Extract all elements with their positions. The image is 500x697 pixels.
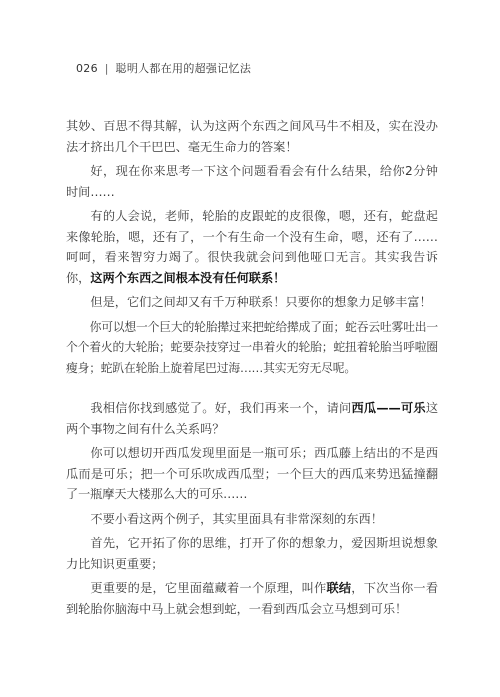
- paragraph: [66, 578, 438, 619]
- paragraph-text: 你可以想切开西瓜发现里面是一瓶可乐；西瓜藤上结出的不是西瓜而是可乐；把一个可乐吹成西瓜型；一个巨大的西瓜来势迅猛撞翻了一瓶摩天大楼那么大的可乐……: [66, 446, 438, 501]
- emphasis-text: 联结: [326, 581, 352, 595]
- paragraph: [66, 443, 438, 505]
- page-body: [66, 116, 438, 623]
- paragraph: [66, 398, 438, 439]
- book-title: 聪明人都在用的超强记忆法: [115, 62, 252, 75]
- paragraph-text: 但是，它们之间却又有千万种联系！只要你的想象力足够丰富！: [90, 295, 432, 309]
- page-header: [76, 60, 251, 76]
- paragraph-text: 这两个事物之间有什么关系吗？: [66, 401, 439, 436]
- page-number: 026: [76, 62, 98, 75]
- paragraph-text: 你可以想一个巨大的轮胎撵过来把蛇给撵成了面；蛇吞云吐雾吐出一个个着火的大轮胎；蛇要杂技穿过一串着火的轮胎；蛇扭着轮胎当呼啦圈瘦身；蛇趴在轮胎上旋着尾巴过海……其实无穷无尽呢。: [66, 319, 438, 375]
- paragraph-text: 其妙、百思不得其解，认为这两个东西之间风马牛不相及，实在没办法才挤出几个干巴巴、毫无生命力的答案！: [66, 119, 438, 154]
- paragraph: [66, 292, 438, 313]
- paragraph: [66, 317, 438, 379]
- paragraph: [66, 161, 438, 202]
- header-separator: |: [104, 62, 109, 75]
- paragraph-text: 首先，它开拓了你的思维，打开了你的想象力，爱因斯坦说想象力比知识更重要；: [66, 536, 438, 571]
- emphasis-text: 西瓜——可乐: [351, 401, 426, 415]
- paragraph: [66, 116, 438, 157]
- paragraph-text: 更重要的是，它里面蕴藏着一个原理，叫作: [90, 581, 327, 595]
- paragraph-text: 不要小看这两个例子，其实里面具有非常深刻的东西！: [90, 511, 383, 526]
- paragraph: [66, 509, 438, 530]
- emphasis-text: 这两个东西之间根本没有任何联系！: [90, 270, 286, 285]
- paragraph-text: 有的人会说，老师，轮胎的皮跟蛇的皮很像，嗯，还有，蛇盘起来像轮胎，嗯，还有了，一个有生命一个没有生命，嗯，还有了……呵呵，看来智穷力竭了。很快我就会问到他哑口无言。其实我告诉你，: [66, 209, 438, 285]
- paragraph-text: 好，现在你来思考一下这个问题看看会有什么结果，给你2分钟时间……: [66, 164, 438, 199]
- paragraph: [66, 206, 438, 288]
- paragraph-text: 我相信你找到感觉了。好，我们再来一个，请问: [90, 401, 352, 415]
- paragraph-text: ，下次当你一看到轮胎你脑海中马上就会想到蛇，一看到西瓜会立马想到可乐！: [66, 581, 439, 616]
- paragraph: [66, 533, 438, 574]
